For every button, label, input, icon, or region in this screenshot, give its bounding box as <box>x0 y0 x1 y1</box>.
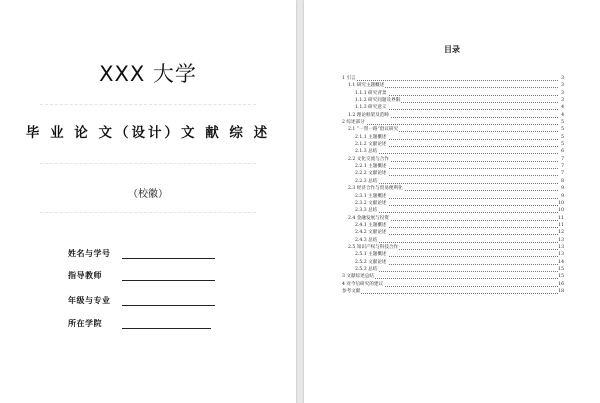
toc-entry[interactable] <box>342 193 564 200</box>
toc-entry-title: 1.1.2 研究问题及界限 <box>355 98 401 104</box>
toc-entry-page: 7 <box>561 164 564 170</box>
toc-entry[interactable] <box>342 134 564 141</box>
toc-dot-leader <box>355 242 558 243</box>
toc-entry[interactable] <box>342 200 564 207</box>
toc-entry-title: 2.4 金融发展与投资 <box>348 215 389 221</box>
toc-entry-page: 4 <box>561 105 564 111</box>
toc-entry-page: 15 <box>558 274 564 280</box>
toc-entry-title: 1.2 理论框架及范畴 <box>348 112 389 118</box>
toc-entry-page: 8 <box>561 178 564 184</box>
divider <box>40 212 256 213</box>
fill-in-line[interactable] <box>122 328 211 329</box>
toc-entry-page: 3 <box>561 76 564 81</box>
toc-entry[interactable] <box>342 215 564 222</box>
divider <box>40 163 256 164</box>
toc-entry-title: 2.1.1 主题概述 <box>355 134 387 140</box>
toc-entry-title: 2.5 知识产权与科技合作 <box>348 244 399 250</box>
toc-entry[interactable] <box>342 207 564 214</box>
toc-entry-title: 2.3.2 文献论述 <box>355 200 387 206</box>
cover-page <box>0 0 296 403</box>
toc-entry-page: 5 <box>561 120 564 126</box>
toc-entry-title: 1.1.3 研究意义 <box>355 105 387 111</box>
toc-entry-title: 2.4.3 总结 <box>355 237 378 243</box>
toc-entry[interactable] <box>342 237 564 244</box>
toc-entry-title: 2.3.1 主题概述 <box>355 193 387 199</box>
toc-entry-title: 2.2.2 文献论述 <box>355 171 387 177</box>
toc-entry[interactable] <box>342 82 564 89</box>
toc-entry-page: 14 <box>558 259 564 265</box>
toc-entry[interactable] <box>342 288 564 295</box>
toc-entry-title: 参考文献 <box>342 288 361 294</box>
toc-dot-leader <box>342 80 558 81</box>
toc-entry-page: 9 <box>561 193 564 199</box>
field-label: 所在学院 <box>68 319 102 328</box>
field-label: 年级与专业 <box>68 296 111 305</box>
toc-dot-leader <box>355 183 558 184</box>
toc-entry-page: 13 <box>558 244 564 250</box>
toc-entry[interactable] <box>342 163 564 170</box>
toc-entry[interactable] <box>342 281 564 288</box>
toc-heading: 目录 <box>444 45 460 54</box>
toc-entry[interactable] <box>342 90 564 97</box>
toc-entry[interactable] <box>342 97 564 104</box>
toc-entry-page: 15 <box>558 266 564 272</box>
toc-entry-page: 4 <box>561 112 564 118</box>
toc-entry-title: 2.2 文化交流与合作 <box>348 156 389 162</box>
field-label: 指导教师 <box>68 271 102 280</box>
toc-entry-title: 2.1.2 文献论述 <box>355 142 387 148</box>
toc-entry-page: 7 <box>561 171 564 177</box>
university-name: XXX 大学 <box>99 62 197 86</box>
toc-entry[interactable] <box>342 148 564 155</box>
toc-entry[interactable] <box>342 112 564 119</box>
toc-entry[interactable] <box>342 222 564 229</box>
toc-entry-title: 2.2.1 主题概述 <box>355 164 387 170</box>
toc-entry-title: 2.5.3 总结 <box>355 266 378 272</box>
toc-entry[interactable] <box>342 266 564 273</box>
toc-entry-page: 10 <box>558 208 564 214</box>
toc-entry-page: 9 <box>561 186 564 192</box>
toc-dot-leader <box>355 271 558 272</box>
toc-entry[interactable] <box>342 170 564 177</box>
toc-entry-page: 5 <box>561 142 564 148</box>
fill-in-line[interactable] <box>122 258 215 259</box>
toc-entry-title: 2.4.1 主题概述 <box>355 222 387 228</box>
toc-entry[interactable] <box>342 156 564 163</box>
toc-entry-title: 2.1.3 总结 <box>355 149 378 155</box>
toc-entry-title: 2 综述部分 <box>342 120 365 126</box>
toc-entry[interactable] <box>342 229 564 236</box>
toc-list <box>342 75 564 295</box>
fill-in-line[interactable] <box>122 280 215 281</box>
toc-entry-page: 16 <box>558 281 564 287</box>
toc-entry-page: 3 <box>561 90 564 96</box>
toc-entry-page: 5 <box>561 127 564 133</box>
toc-entry-page: 13 <box>558 237 564 243</box>
field-label: 姓名与学号 <box>68 249 111 258</box>
toc-entry-title: 1.1.1 研究背景 <box>355 90 387 96</box>
toc-entry-page: 18 <box>558 288 564 294</box>
school-emblem-placeholder: （校徽） <box>128 189 168 200</box>
toc-entry-title: 1 引言 <box>342 76 356 81</box>
toc-entry-page: 3 <box>561 83 564 89</box>
toc-entry[interactable] <box>342 75 564 82</box>
toc-entry-page: 3 <box>561 98 564 104</box>
toc-entry-page: 11 <box>558 222 564 228</box>
toc-entry-page: 10 <box>558 200 564 206</box>
toc-entry[interactable] <box>342 259 564 266</box>
toc-entry[interactable] <box>342 251 564 258</box>
document-title: 毕 业 论 文（设计）文 献 综 述 <box>25 125 271 141</box>
fill-in-line[interactable] <box>122 305 215 306</box>
toc-entry[interactable] <box>342 141 564 148</box>
table-of-contents-page <box>304 0 600 403</box>
toc-entry-title: 2.5.2 文献论述 <box>355 259 387 265</box>
toc-entry-page: 12 <box>558 230 564 236</box>
toc-entry-page: 6 <box>561 149 564 155</box>
toc-entry-page: 7 <box>561 156 564 162</box>
toc-entry-page: 11 <box>558 215 564 221</box>
toc-entry[interactable] <box>342 104 564 111</box>
toc-dot-leader <box>355 153 558 154</box>
toc-entry-title: 2.1 “一带一路”倡议研究 <box>348 127 399 133</box>
toc-entry[interactable] <box>342 273 564 280</box>
toc-entry[interactable] <box>342 126 564 133</box>
toc-entry-title: 3 文献综述总结 <box>342 274 374 280</box>
toc-entry[interactable] <box>342 185 564 192</box>
toc-dot-leader <box>355 212 558 213</box>
toc-entry-title: 2.3 经济合作与贸易便利化 <box>348 186 403 192</box>
toc-entry-page: 13 <box>558 252 564 258</box>
toc-entry-title: 2.4.2 文献论述 <box>355 230 387 236</box>
toc-entry-title: 2.5.1 主题概述 <box>355 252 387 258</box>
toc-entry-title: 4 对今后研究的建议 <box>342 281 384 287</box>
toc-entry-page: 5 <box>561 134 564 140</box>
toc-entry-title: 2.3.3 总结 <box>355 208 378 214</box>
toc-entry-title: 2.2.3 总结 <box>355 178 378 184</box>
toc-entry[interactable] <box>342 244 564 251</box>
toc-dot-leader <box>342 124 558 125</box>
toc-entry-title: 1.1 研究主题概述 <box>348 83 385 89</box>
toc-dot-leader <box>342 293 558 294</box>
toc-entry[interactable] <box>342 119 564 126</box>
toc-entry[interactable] <box>342 178 564 185</box>
divider <box>40 104 256 105</box>
